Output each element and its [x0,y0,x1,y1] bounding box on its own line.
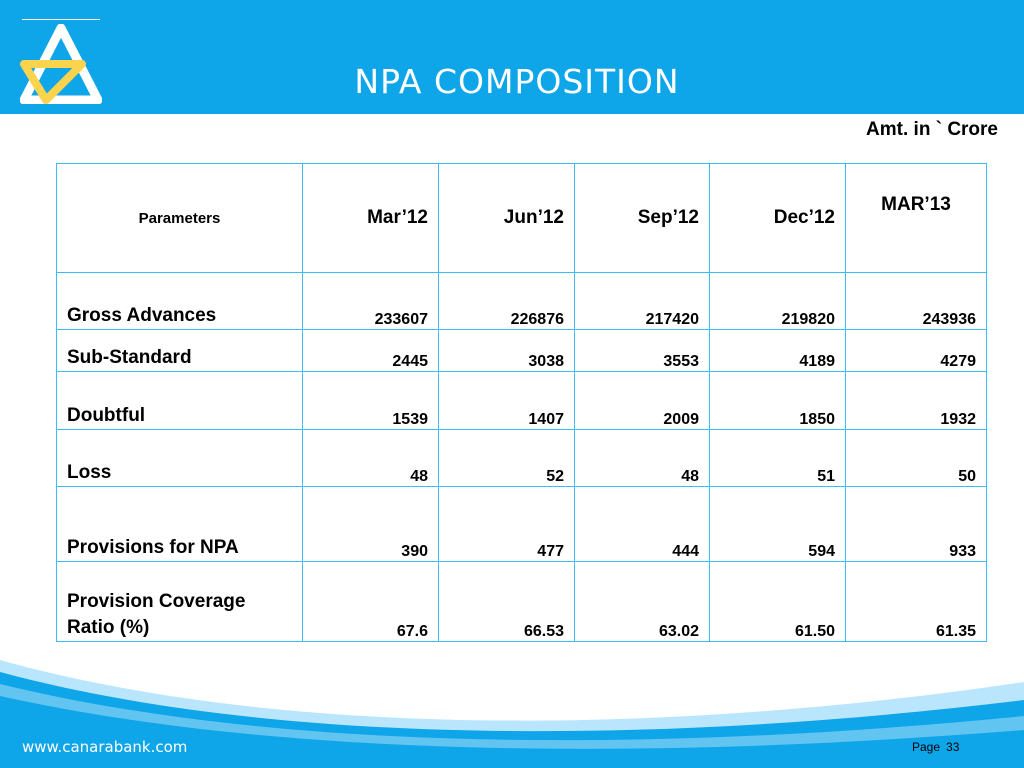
table-row [57,273,987,330]
table-cell: 233607 [303,273,439,330]
table-cell: 1407 [439,372,575,430]
table-cell: 1850 [710,372,846,430]
table-cell: 4279 [846,330,987,372]
row-label: Sub-Standard [57,330,303,372]
table-cell: 2009 [575,372,710,430]
table-row [57,430,987,487]
page-number-value: 33 [946,740,960,754]
row-label: Provisions for NPA [57,487,303,562]
column-header: Sep’12 [575,164,710,273]
table-cell: 66.53 [439,562,575,642]
unit-note: Amt. in ` Crore [866,119,998,140]
table-row [57,330,987,372]
table-cell: 67.6 [303,562,439,642]
table-cell: 390 [303,487,439,562]
table-cell: 219820 [710,273,846,330]
table-cell: 1932 [846,372,987,430]
table-cell: 61.35 [846,562,987,642]
page-label: Page [912,740,941,754]
table-cell: 594 [710,487,846,562]
table-cell: 4189 [710,330,846,372]
npa-table [56,163,987,642]
table-cell: 52 [439,430,575,487]
table-cell: 243936 [846,273,987,330]
table-row [57,562,987,642]
column-header: MAR’13 [846,164,987,273]
table-cell: 48 [303,430,439,487]
table-cell: 1539 [303,372,439,430]
table-row [57,487,987,562]
column-header: Mar’12 [303,164,439,273]
table-cell: 51 [710,430,846,487]
table-cell: 50 [846,430,987,487]
table-cell: 63.02 [575,562,710,642]
table-cell: 933 [846,487,987,562]
table-header-row [57,164,987,273]
row-label: Loss [57,430,303,487]
table-cell: 217420 [575,273,710,330]
table-cell: 226876 [439,273,575,330]
row-label: Gross Advances [57,273,303,330]
logo-divider [22,19,100,20]
page-title: NPA COMPOSITION [354,62,680,101]
row-label: Provision Coverage Ratio (%) [57,562,303,642]
table-cell: 3553 [575,330,710,372]
table-cell: 61.50 [710,562,846,642]
table-cell: 444 [575,487,710,562]
table-cell: 48 [575,430,710,487]
table-cell: 477 [439,487,575,562]
column-header: Jun’12 [439,164,575,273]
column-header-parameters: Parameters [57,164,303,273]
page-number [912,740,959,754]
footer-url-link[interactable]: www.canarabank.com [22,738,188,756]
table-cell: 3038 [439,330,575,372]
table-cell: 2445 [303,330,439,372]
row-label: Doubtful [57,372,303,430]
column-header: Dec’12 [710,164,846,273]
table-row [57,372,987,430]
